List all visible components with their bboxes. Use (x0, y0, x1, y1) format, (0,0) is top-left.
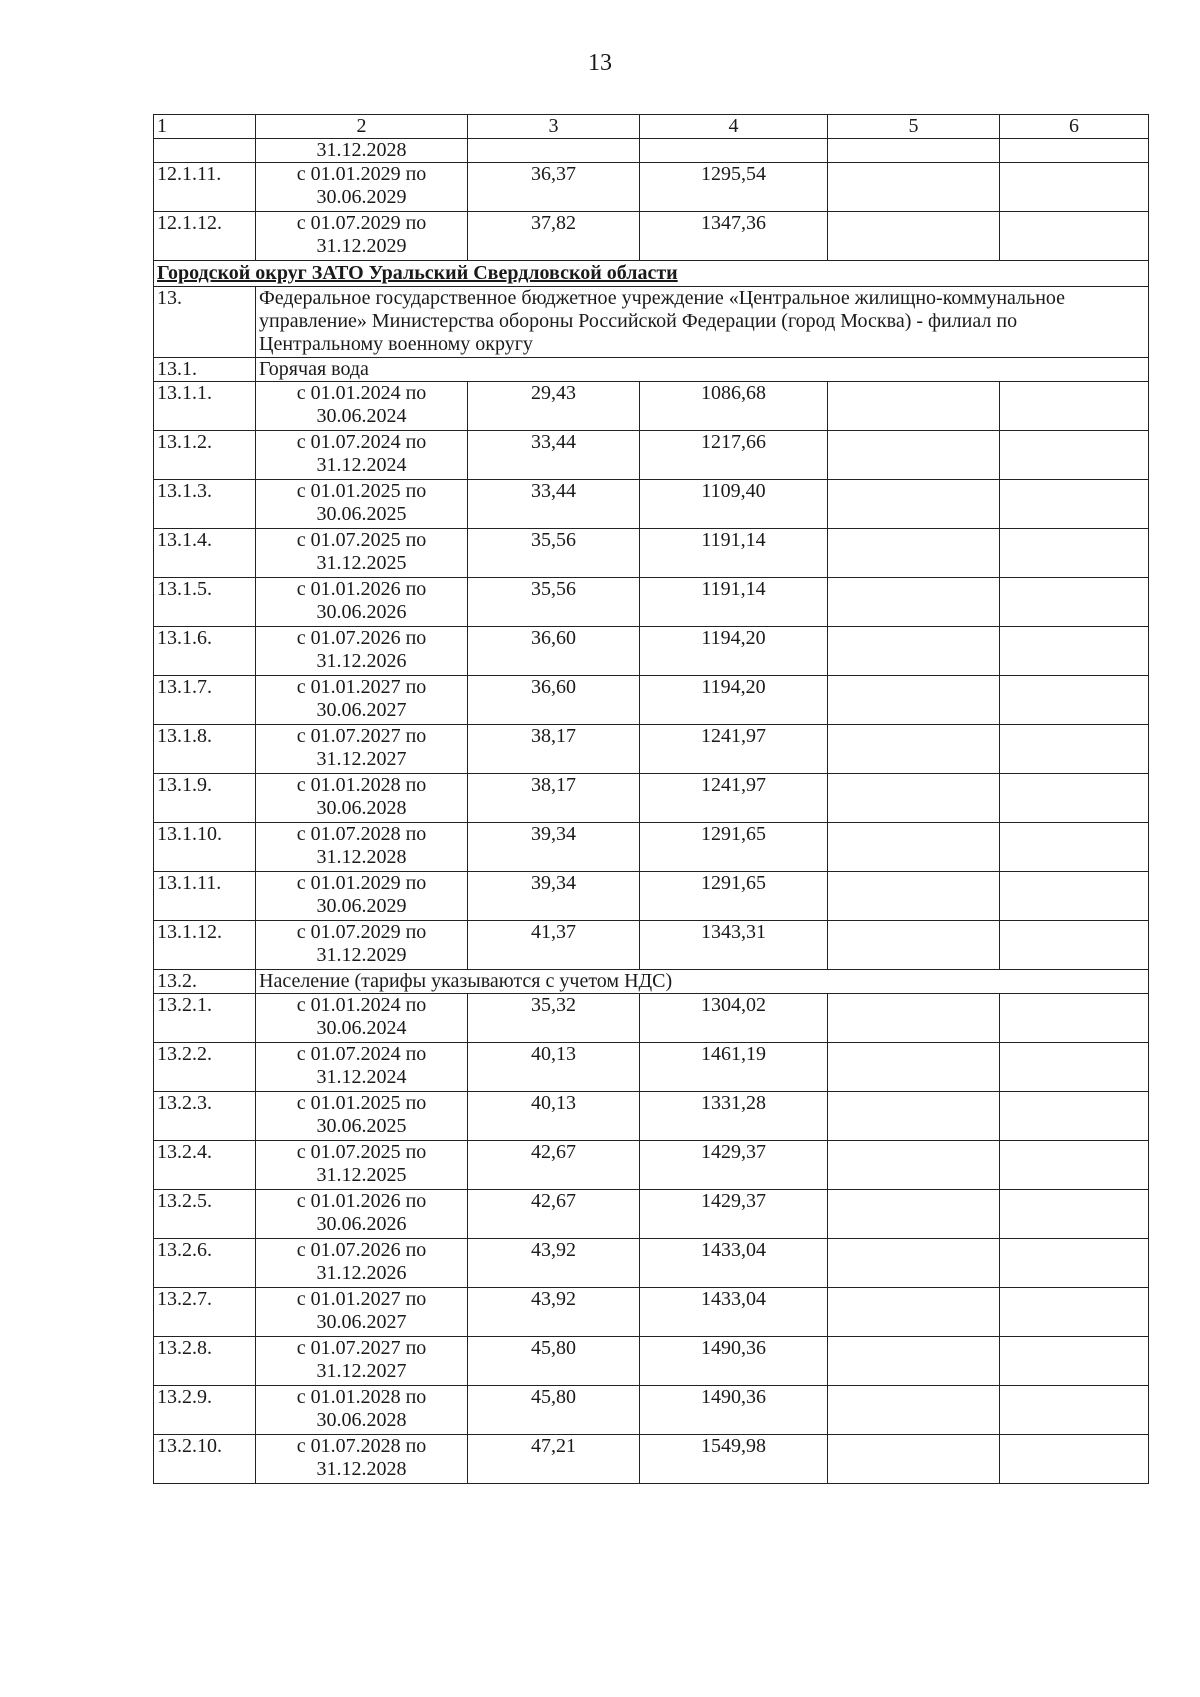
row-period (256, 1239, 468, 1288)
period-to: 30.06.2026 (316, 1213, 407, 1235)
row-col4-value: 1490,36 (640, 1386, 828, 1435)
row-col3-value: 33,44 (468, 431, 640, 480)
row-col4-value: 1331,28 (640, 1092, 828, 1141)
row-col6-empty (1000, 139, 1149, 163)
period-from: с 01.07.2025 по (296, 529, 427, 551)
period-from: с 01.01.2026 по (296, 578, 427, 600)
row-col5-empty (828, 1386, 1000, 1435)
row-period (256, 921, 468, 970)
row-col4-value: 1429,37 (640, 1190, 828, 1239)
row-col6-empty (1000, 431, 1149, 480)
row-col4-value: 1109,40 (640, 480, 828, 529)
row-number: 12.1.11. (154, 163, 256, 212)
period-to: 30.06.2024 (316, 1017, 407, 1039)
row-col5-empty (828, 578, 1000, 627)
period-to: 31.12.2024 (316, 1066, 407, 1088)
row-col3-value (468, 139, 640, 163)
row-period (256, 431, 468, 480)
header-col-5: 5 (828, 115, 1000, 139)
row-col3-value: 35,56 (468, 529, 640, 578)
row-col5-empty (828, 212, 1000, 261)
row-number: 13.2.7. (154, 1288, 256, 1337)
period-to: 30.06.2025 (316, 1115, 407, 1137)
period-to: 30.06.2026 (316, 601, 407, 623)
row-col3-value: 40,13 (468, 1043, 640, 1092)
row-period (256, 382, 468, 431)
row-period (256, 212, 468, 261)
row-col6-empty (1000, 676, 1149, 725)
row-col4-value: 1461,19 (640, 1043, 828, 1092)
row-col3-value: 43,92 (468, 1239, 640, 1288)
period-from: с 01.07.2026 по (296, 627, 427, 649)
row-col3-value: 40,13 (468, 1092, 640, 1141)
row-col6-empty (1000, 163, 1149, 212)
period-to: 30.06.2027 (316, 699, 407, 721)
row-col3-value: 36,60 (468, 676, 640, 725)
row-number: 13.1.2. (154, 431, 256, 480)
row-col6-empty (1000, 1337, 1149, 1386)
row-period (256, 1288, 468, 1337)
row-col5-empty (828, 921, 1000, 970)
row-col5-empty (828, 480, 1000, 529)
row-col6-empty (1000, 921, 1149, 970)
row-period (256, 480, 468, 529)
row-period (256, 139, 468, 163)
table-row (154, 725, 1149, 774)
row-number: 13.2.6. (154, 1239, 256, 1288)
period-from: с 01.01.2025 по (296, 1092, 427, 1114)
header-col-3: 3 (468, 115, 640, 139)
section-population (154, 970, 1149, 994)
table-header-row (154, 115, 1149, 139)
table-row (154, 872, 1149, 921)
row-col3-value: 39,34 (468, 823, 640, 872)
row-number: 13.2.5. (154, 1190, 256, 1239)
period-from: с 01.01.2026 по (296, 1190, 427, 1212)
table-row (154, 1141, 1149, 1190)
row-col6-empty (1000, 1288, 1149, 1337)
row-col6-empty (1000, 1239, 1149, 1288)
period-to: 30.06.2029 (316, 895, 407, 917)
row-period (256, 774, 468, 823)
row-col4-value: 1429,37 (640, 1141, 828, 1190)
row-col3-value: 45,80 (468, 1386, 640, 1435)
row-number: 13.1.12. (154, 921, 256, 970)
period-to: 30.06.2029 (316, 186, 407, 208)
period-from: с 01.07.2025 по (296, 1141, 427, 1163)
table-row (154, 994, 1149, 1043)
row-col6-empty (1000, 774, 1149, 823)
row-col3-value: 45,80 (468, 1337, 640, 1386)
row-col5-empty (828, 1141, 1000, 1190)
header-col-2: 2 (256, 115, 468, 139)
table-row (154, 1435, 1149, 1484)
row-col3-value: 42,67 (468, 1141, 640, 1190)
row-number: 13.1.7. (154, 676, 256, 725)
region-heading-title: Городской округ ЗАТО Уральский Свердловской области (154, 261, 1149, 287)
period-to: 31.12.2026 (316, 650, 407, 672)
period-to: 30.06.2028 (316, 1409, 407, 1431)
row-col3-value: 39,34 (468, 872, 640, 921)
row-col6-empty (1000, 872, 1149, 921)
period-from: с 01.01.2027 по (296, 1288, 427, 1310)
row-col5-empty (828, 774, 1000, 823)
row-col6-empty (1000, 725, 1149, 774)
row-col3-value: 41,37 (468, 921, 640, 970)
table-row (154, 139, 1149, 163)
row-number: 13.2.9. (154, 1386, 256, 1435)
period-from: с 01.07.2028 по (296, 823, 427, 845)
section-population-title: Население (тарифы указываются с учетом НДС) (256, 970, 1149, 994)
row-col4-value: 1194,20 (640, 676, 828, 725)
row-col6-empty (1000, 212, 1149, 261)
row-col4-value: 1241,97 (640, 774, 828, 823)
row-period (256, 1043, 468, 1092)
row-period (256, 1386, 468, 1435)
row-col6-empty (1000, 1092, 1149, 1141)
row-col6-empty (1000, 382, 1149, 431)
row-col3-value: 35,32 (468, 994, 640, 1043)
section-hot-water-title: Горячая вода (256, 358, 1149, 382)
table-row (154, 1239, 1149, 1288)
row-number: 13.2.10. (154, 1435, 256, 1484)
row-col3-value: 35,56 (468, 578, 640, 627)
period-to: 31.12.2027 (316, 1360, 407, 1382)
row-col3-value: 36,60 (468, 627, 640, 676)
row-col4-value: 1343,31 (640, 921, 828, 970)
row-col4-value: 1194,20 (640, 627, 828, 676)
row-col4-value: 1191,14 (640, 578, 828, 627)
section-hot-water-number: 13.1. (154, 358, 256, 382)
table-row (154, 1337, 1149, 1386)
row-col4-value: 1549,98 (640, 1435, 828, 1484)
table-row (154, 1386, 1149, 1435)
row-col4-value: 1295,54 (640, 163, 828, 212)
row-period (256, 627, 468, 676)
row-col5-empty (828, 163, 1000, 212)
section-hot-water (154, 358, 1149, 382)
tariff-table (153, 114, 1149, 1484)
row-col6-empty (1000, 1043, 1149, 1092)
period-from: с 01.07.2026 по (296, 1239, 427, 1261)
period-from: с 01.01.2029 по (296, 872, 427, 894)
row-col5-empty (828, 529, 1000, 578)
row-number: 13.1.1. (154, 382, 256, 431)
period-from: с 01.07.2024 по (296, 1043, 427, 1065)
row-col3-value: 36,37 (468, 163, 640, 212)
period-to: 31.12.2029 (316, 944, 407, 966)
row-number: 13.2.1. (154, 994, 256, 1043)
row-col6-empty (1000, 1190, 1149, 1239)
table-row (154, 1092, 1149, 1141)
period-from: с 01.01.2024 по (296, 994, 427, 1016)
row-number: 13.1.10. (154, 823, 256, 872)
row-period (256, 1190, 468, 1239)
row-number: 13.2.2. (154, 1043, 256, 1092)
row-col4-value: 1217,66 (640, 431, 828, 480)
row-col5-empty (828, 994, 1000, 1043)
row-col5-empty (828, 1043, 1000, 1092)
row-col3-value: 33,44 (468, 480, 640, 529)
period-to: 31.12.2024 (316, 454, 407, 476)
period-to: 30.06.2025 (316, 503, 407, 525)
row-col5-empty (828, 725, 1000, 774)
row-number: 12.1.12. (154, 212, 256, 261)
period-from: с 01.07.2027 по (296, 1337, 427, 1359)
table-row (154, 921, 1149, 970)
table-row (154, 480, 1149, 529)
row-col5-empty (828, 139, 1000, 163)
row-col6-empty (1000, 529, 1149, 578)
row-col5-empty (828, 382, 1000, 431)
row-col6-empty (1000, 480, 1149, 529)
row-period (256, 823, 468, 872)
period-to: 30.06.2027 (316, 1311, 407, 1333)
row-number: 13.2.3. (154, 1092, 256, 1141)
row-col5-empty (828, 1092, 1000, 1141)
period-from: с 01.01.2029 по (296, 163, 427, 185)
period-from: с 01.07.2027 по (296, 725, 427, 747)
period-to: 31.12.2027 (316, 748, 407, 770)
organization-row (154, 287, 1149, 358)
period-to: 31.12.2025 (316, 552, 407, 574)
row-col4-value: 1291,65 (640, 823, 828, 872)
row-col6-empty (1000, 578, 1149, 627)
table-row (154, 1288, 1149, 1337)
period-to: 31.12.2028 (316, 1458, 407, 1480)
page-number: 13 (588, 50, 612, 76)
table-row (154, 163, 1149, 212)
period-from: с 01.01.2028 по (296, 1386, 427, 1408)
row-col4-value: 1191,14 (640, 529, 828, 578)
row-period (256, 1141, 468, 1190)
table-row (154, 382, 1149, 431)
period-from: с 01.07.2029 по (296, 212, 427, 234)
row-col3-value: 42,67 (468, 1190, 640, 1239)
row-col6-empty (1000, 1386, 1149, 1435)
row-col3-value: 47,21 (468, 1435, 640, 1484)
period-to: 31.12.2029 (316, 235, 407, 257)
period-from: с 01.07.2028 по (296, 1435, 427, 1457)
table-row (154, 212, 1149, 261)
row-col6-empty (1000, 823, 1149, 872)
row-number: 13.2.4. (154, 1141, 256, 1190)
period-from: с 01.01.2027 по (296, 676, 427, 698)
period-from: с 01.01.2024 по (296, 382, 427, 404)
organization-row-title: Федеральное государственное бюджетное учреждение «Центральное жилищно-коммунальное управление» Министерства обороны Российской Федерации (город Москва) - филиал по Центральному военному округу (256, 287, 1149, 358)
row-number: 13.1.5. (154, 578, 256, 627)
period-to: 31.12.2026 (316, 1262, 407, 1284)
row-col5-empty (828, 431, 1000, 480)
table-row (154, 774, 1149, 823)
row-number: 13.1.4. (154, 529, 256, 578)
row-col5-empty (828, 676, 1000, 725)
row-col5-empty (828, 823, 1000, 872)
period-to: 30.06.2028 (316, 797, 407, 819)
row-number: 13.1.8. (154, 725, 256, 774)
row-period (256, 529, 468, 578)
table-row (154, 823, 1149, 872)
row-col4-value: 1304,02 (640, 994, 828, 1043)
row-col4-value (640, 139, 828, 163)
row-period (256, 163, 468, 212)
period-to: 31.12.2028 (316, 846, 407, 868)
row-number: 13.1.11. (154, 872, 256, 921)
table-row (154, 627, 1149, 676)
row-col6-empty (1000, 627, 1149, 676)
row-col6-empty (1000, 1435, 1149, 1484)
row-col5-empty (828, 627, 1000, 676)
tariff-table-body (154, 115, 1149, 1484)
header-col-1: 1 (154, 115, 256, 139)
row-number: 13.1.9. (154, 774, 256, 823)
header-col-4: 4 (640, 115, 828, 139)
row-col4-value: 1433,04 (640, 1288, 828, 1337)
row-col4-value: 1433,04 (640, 1239, 828, 1288)
row-col3-value: 43,92 (468, 1288, 640, 1337)
header-col-6: 6 (1000, 115, 1149, 139)
row-period (256, 994, 468, 1043)
table-row (154, 578, 1149, 627)
row-col6-empty (1000, 1141, 1149, 1190)
period-from: с 01.07.2029 по (296, 921, 427, 943)
row-col3-value: 37,82 (468, 212, 640, 261)
row-period (256, 725, 468, 774)
section-population-number: 13.2. (154, 970, 256, 994)
row-col5-empty (828, 872, 1000, 921)
row-col5-empty (828, 1435, 1000, 1484)
period-from: с 01.01.2025 по (296, 480, 427, 502)
row-period (256, 578, 468, 627)
table-row (154, 1043, 1149, 1092)
period-from: с 01.07.2024 по (296, 431, 427, 453)
row-col4-value: 1347,36 (640, 212, 828, 261)
row-period (256, 1435, 468, 1484)
region-heading (154, 261, 1149, 287)
row-number: 13.1.6. (154, 627, 256, 676)
row-number (154, 139, 256, 163)
row-period (256, 1337, 468, 1386)
period-from: с 01.01.2028 по (296, 774, 427, 796)
row-period (256, 676, 468, 725)
row-col3-value: 38,17 (468, 774, 640, 823)
row-number: 13.1.3. (154, 480, 256, 529)
table-row (154, 529, 1149, 578)
table-row (154, 1190, 1149, 1239)
row-col5-empty (828, 1337, 1000, 1386)
row-col3-value: 38,17 (468, 725, 640, 774)
row-col4-value: 1241,97 (640, 725, 828, 774)
row-col5-empty (828, 1288, 1000, 1337)
table-row (154, 676, 1149, 725)
row-col4-value: 1490,36 (640, 1337, 828, 1386)
period-to: 30.06.2024 (316, 405, 407, 427)
row-period (256, 1092, 468, 1141)
row-col3-value: 29,43 (468, 382, 640, 431)
row-col5-empty (828, 1239, 1000, 1288)
period-to: 31.12.2025 (316, 1164, 407, 1186)
row-col4-value: 1086,68 (640, 382, 828, 431)
row-number: 13.2.8. (154, 1337, 256, 1386)
row-col4-value: 1291,65 (640, 872, 828, 921)
row-col6-empty (1000, 994, 1149, 1043)
table-row (154, 431, 1149, 480)
row-col5-empty (828, 1190, 1000, 1239)
period-to: 31.12.2028 (316, 139, 407, 161)
row-period (256, 872, 468, 921)
organization-row-number: 13. (154, 287, 256, 358)
